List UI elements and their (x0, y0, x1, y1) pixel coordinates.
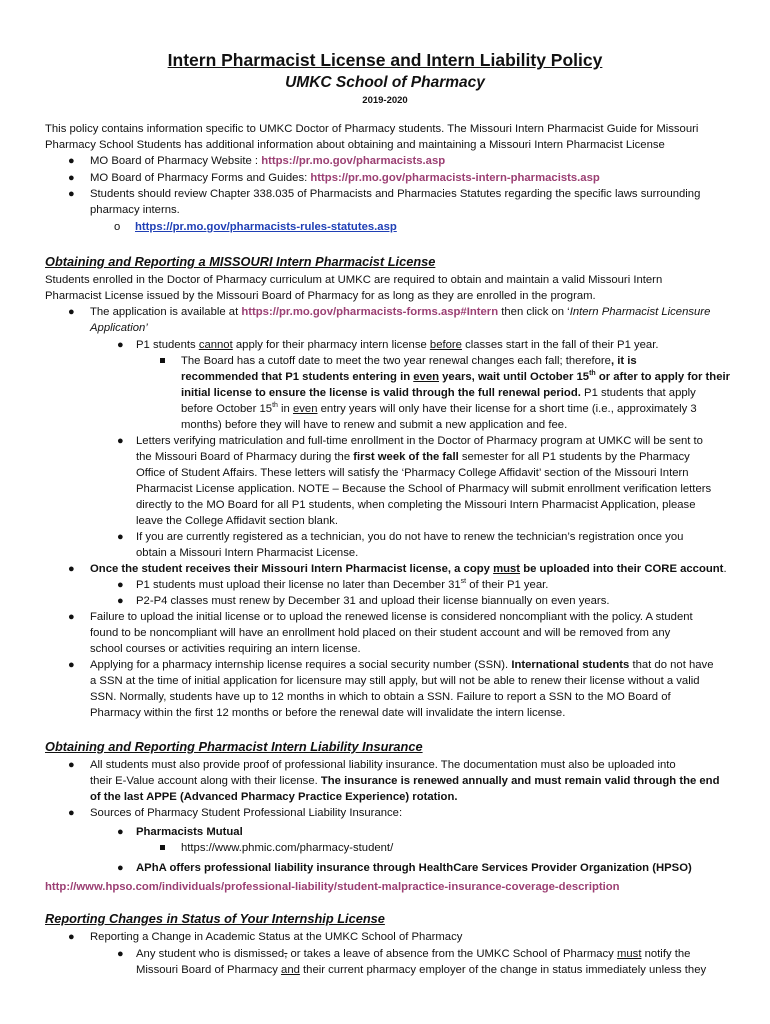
square-bullet-icon (160, 358, 165, 363)
bullet-icon: ● (117, 862, 124, 874)
letters-line-5: directly to the MO Board for all P1 students, when completing the Missouri Intern Pharmacist Application, please (136, 499, 696, 511)
bullet-icon: ● (68, 931, 75, 943)
bullet-icon: ● (68, 759, 75, 771)
ssn-line-1: Applying for a pharmacy internship license requires a social security number (SSN). International students that do not have (90, 659, 714, 671)
page-title: Intern Pharmacist License and Intern Liability Policy (167, 50, 603, 70)
square-bullet-icon (160, 845, 165, 850)
page-subtitle: UMKC School of Pharmacy (285, 74, 485, 91)
p1-students-line: P1 students cannot apply for their pharmacy intern license before classes start in the fall of their P1 year. (136, 339, 659, 351)
p1-upload-line: P1 students must upload their license no later than December 31st of their P1 year. (136, 578, 549, 591)
letters-line-1: Letters verifying matriculation and full-time enrollment in the Doctor of Pharmacy program at UMKC will be sent to (136, 435, 703, 447)
cutoff-line-2: recommended that P1 students entering in even years, wait until October 15th or after to apply for their (181, 370, 731, 383)
intro-bullet-forms: MO Board of Pharmacy Forms and Guides: https://pr.mo.gov/pharmacists-intern-pharmacists.asp (90, 172, 600, 184)
insurance-line-3: of the last APPE (Advanced Pharmacy Practice Experience) rotation. (90, 791, 458, 803)
bullet-icon: ● (117, 579, 124, 591)
section-heading-liability: Obtaining and Reporting Pharmacist Intern Liability Insurance (45, 739, 423, 754)
bullet-icon: ● (68, 188, 75, 200)
cutoff-line-5: months) before they will have to renew and submit a new application and fee. (181, 419, 568, 431)
statutes-link[interactable]: https://pr.mo.gov/pharmacists-rules-statutes.asp (135, 221, 397, 233)
sub-bullet-marker: o (114, 221, 121, 233)
bullet-icon: ● (117, 531, 124, 543)
s1-para-line-1: Students enrolled in the Doctor of Pharmacy curriculum at UMKC are required to obtain and maintain a valid Missouri Intern (45, 274, 663, 286)
bullet-icon: ● (117, 826, 124, 838)
intro-line-2: Pharmacy School Students has additional information about obtaining and maintaining a Missouri Intern Pharmacist License (45, 139, 665, 151)
cutoff-line-3: initial license to ensure the license is valid through the full renewal period. P1 students that apply (181, 387, 696, 399)
dismissal-line-1: Any student who is dismissed, or takes a leave of absence from the UMKC School of Pharmacy must notify the (136, 948, 691, 960)
bullet-icon: ● (117, 339, 124, 351)
failure-line-2: found to be noncompliant will have an enrollment hold placed on their student account and will be removed from any (90, 627, 671, 639)
insurance-line-1: All students must also provide proof of professional liability insurance. The documentation must also be uploaded into (90, 759, 676, 771)
bullet-icon: ● (68, 807, 75, 819)
bullet-icon: ● (117, 435, 124, 447)
technician-line-1: If you are currently registered as a technician, you do not have to renew the technician’s registration once you (136, 531, 684, 543)
letters-line-6: leave the College Affidavit section blank. (136, 515, 339, 527)
intro-bullet-statutes-2: pharmacy interns. (90, 204, 180, 216)
cutoff-line-1: The Board has a cutoff date to meet the two year renewal changes each fall; therefore, it is (181, 355, 637, 367)
letters-line-4: Pharmacist License application. NOTE – Because the School of Pharmacy will submit enrollment verification letters (136, 483, 712, 495)
bullet-icon: ● (68, 306, 75, 318)
bullet-icon: ● (117, 595, 124, 607)
ssn-line-2: a SSN at the time of initial application for licensure may still apply, but will not be able to renew their license without a valid (90, 675, 700, 687)
application-line-2: Application’ (90, 322, 148, 334)
core-upload-line: Once the student receives their Missouri Intern Pharmacist license, a copy must be uploaded into their CORE account. (90, 563, 727, 575)
technician-line-2: obtain a Missouri Intern Pharmacist License. (136, 547, 359, 559)
intro-bullet-statutes-1: Students should review Chapter 338.035 of Pharmacists and Pharmacies Statutes regarding the specific laws surrounding (90, 188, 701, 200)
hpso-link[interactable]: http://www.hpso.com/individuals/professional-liability/student-malpractice-insurance-coverage-description (45, 881, 620, 893)
cutoff-line-4: before October 15th in even entry years will only have their license for a short time (i.e., approximately 3 (181, 402, 697, 415)
failure-line-1: Failure to upload the initial license or to upload the renewed license is considered noncompliant with the policy. A student (90, 611, 693, 623)
p2-p4-renew-line: P2-P4 classes must renew by December 31 and upload their license biannually on even years. (136, 595, 610, 607)
insurance-sources-line: Sources of Pharmacy Student Professional Liability Insurance: (90, 807, 403, 819)
failure-line-3: school courses or activities requiring an intern license. (90, 643, 361, 655)
s1-para-line-2: Pharmacist License issued by the Missouri Board of Pharmacy for as long as they are enrolled in the program. (45, 290, 596, 302)
phmic-url: https://www.phmic.com/pharmacy-student/ (181, 842, 394, 854)
insurance-line-2: their E-Value account along with their license. The insurance is renewed annually and must remain valid through the end (90, 775, 720, 787)
bullet-icon: ● (68, 659, 75, 671)
dismissal-line-2: Missouri Board of Pharmacy and their current pharmacy employer of the change in status immediately unless they (136, 964, 707, 976)
academic-year: 2019-2020 (362, 95, 408, 106)
apha-hpso-line: APhA offers professional liability insurance through HealthCare Services Provider Organization (HPSO) (136, 862, 692, 874)
bullet-icon: ● (68, 563, 75, 575)
bullet-icon: ● (117, 948, 124, 960)
application-line-1: The application is available at https://pr.mo.gov/pharmacists-forms.asp#Intern then click on ‘Intern Pharmacist Licensure (90, 306, 711, 318)
intro-bullet-website: MO Board of Pharmacy Website : https://pr.mo.gov/pharmacists.asp (90, 155, 446, 167)
section-heading-status-changes: Reporting Changes in Status of Your Internship License (45, 911, 385, 926)
bullet-icon: ● (68, 172, 75, 184)
pharmacists-mutual: Pharmacists Mutual (136, 826, 243, 838)
bullet-icon: ● (68, 155, 75, 167)
section-heading-mo-license: Obtaining and Reporting a MISSOURI Intern Pharmacist License (45, 254, 436, 269)
intro-line-1: This policy contains information specific to UMKC Doctor of Pharmacy students. The Missouri Intern Pharmacist Guide for Missouri (45, 123, 699, 135)
bullet-icon: ● (68, 611, 75, 623)
ssn-line-3: SSN. Normally, students have up to 12 months in which to obtain a SSN. Failure to report a SSN to the MO Board of (90, 691, 671, 703)
letters-line-3: Office of Student Affairs. These letters will satisfy the ‘Pharmacy College Affidavit’ section of the Missouri Intern (136, 467, 689, 479)
academic-status-line: Reporting a Change in Academic Status at the UMKC School of Pharmacy (90, 931, 463, 943)
board-website-link[interactable]: https://pr.mo.gov/pharmacists.asp (261, 155, 446, 167)
ssn-line-4: Pharmacy within the first 12 months or before the renewal date will invalidate the intern license. (90, 707, 566, 719)
letters-line-2: the Missouri Board of Pharmacy during the first week of the fall semester for all P1 students by the Pharmacy (136, 451, 690, 463)
board-forms-link[interactable]: https://pr.mo.gov/pharmacists-intern-pharmacists.asp (310, 172, 600, 184)
intern-forms-link[interactable]: https://pr.mo.gov/pharmacists-forms.asp#Intern (241, 306, 499, 318)
